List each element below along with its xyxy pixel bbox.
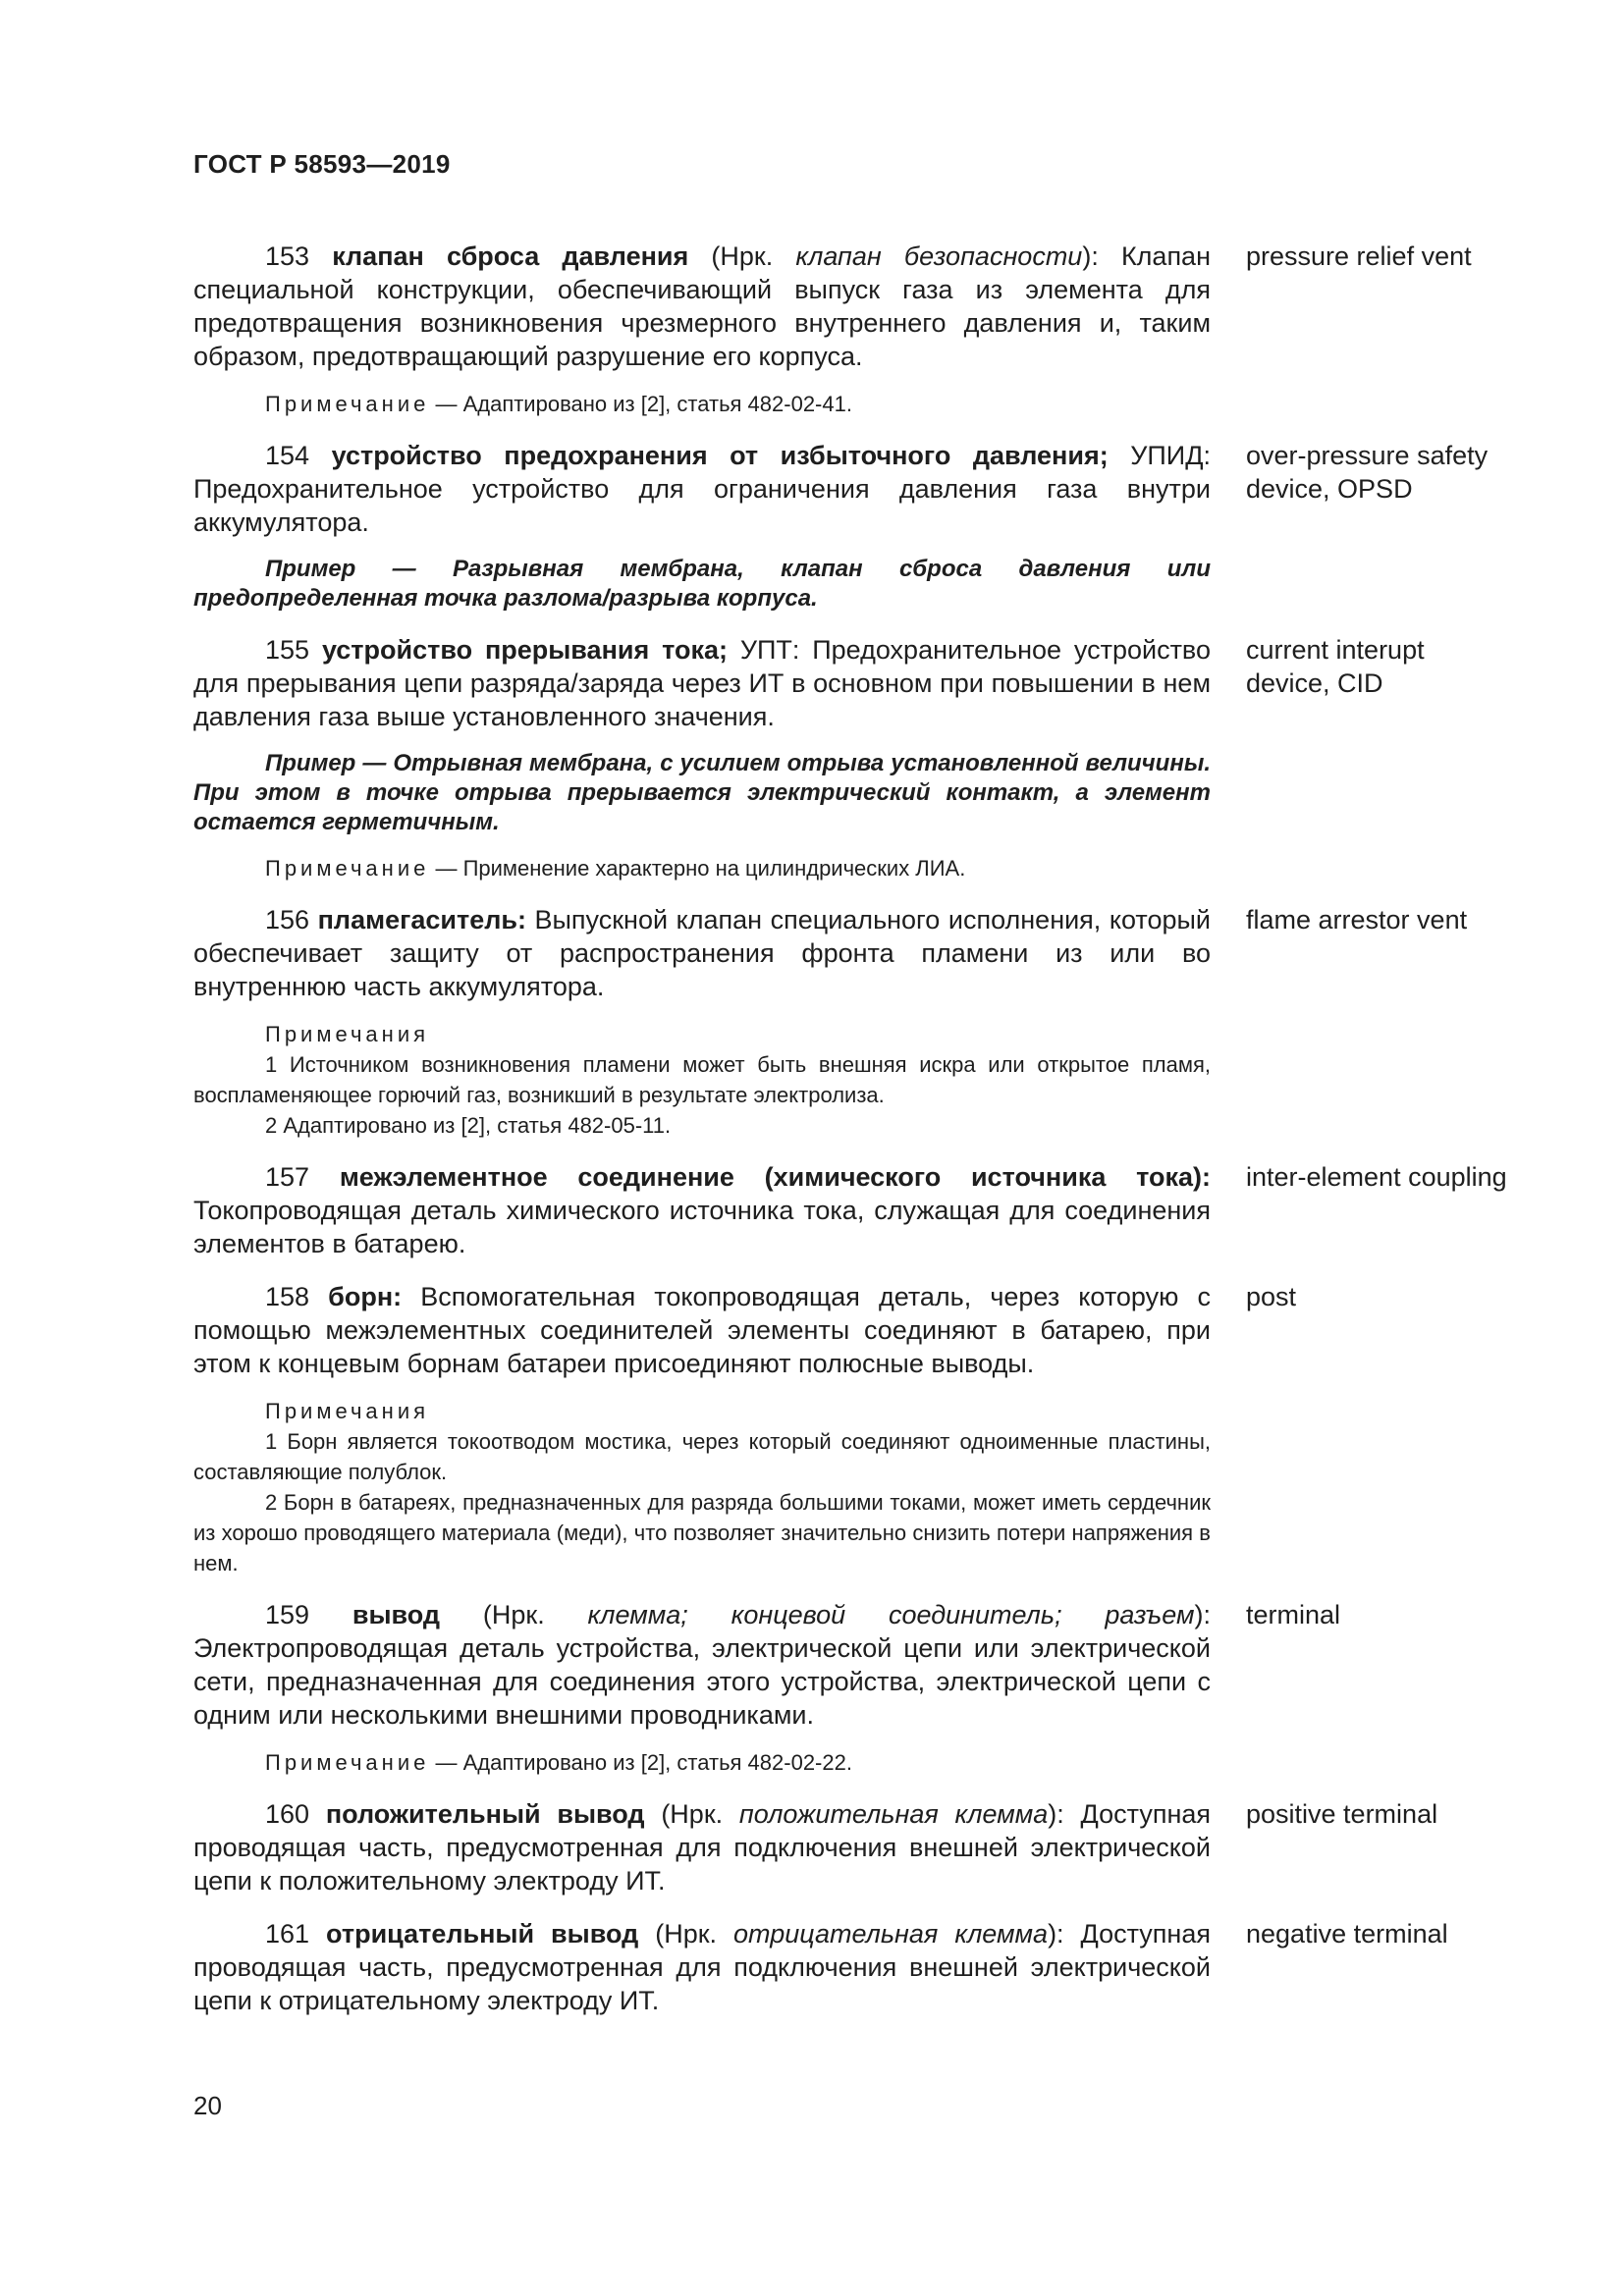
term-english: post bbox=[1246, 1282, 1297, 1311]
term-name: борн: bbox=[328, 1282, 403, 1311]
term-english: over-pressure safety device, OPSD bbox=[1246, 441, 1489, 504]
note-item: 2 Борн в батареях, предназначенных для разряда большими токами, может иметь сердечник из хорошо проводящего материала (меди), что позволяет значительно снизить потери напряжения в нем. bbox=[193, 1490, 1211, 1575]
term-list bbox=[193, 240, 1519, 2037]
term-name: клапан сброса давления bbox=[332, 241, 689, 271]
term-definition-text: Выпускной клапан специального исполнения, который обеспечивает защиту от распространения фронта пламени из или во внутреннюю часть аккумулятора. bbox=[193, 905, 1211, 1001]
note-text: — Применение характерно на цилиндрических ЛИА. bbox=[429, 856, 966, 881]
term-deprecated-synonym: клемма; концевой соединитель; разъем bbox=[587, 1600, 1195, 1629]
term-definition bbox=[193, 240, 1211, 373]
term-entry-157 bbox=[193, 1160, 1519, 1260]
term-example: Пример — Разрывная мембрана, клапан сброса давления или предопределенная точка разлома/разрыва корпуса. bbox=[193, 556, 1211, 612]
term-name: отрицательный вывод bbox=[326, 1919, 639, 1949]
term-entry-155 bbox=[193, 633, 1519, 883]
term-deprecated-synonym: отрицательная клемма bbox=[733, 1919, 1049, 1949]
term-definition-text: ): Электропроводящая деталь устройства, электрической цепи или электрической сети, предназначенная для соединения этого устройства, электрической цепи с одним или несколькими внешними проводниками. bbox=[193, 1600, 1211, 1730]
term-number: 153 bbox=[265, 241, 310, 271]
term-definition bbox=[193, 1598, 1211, 1732]
notes-label: Примечания bbox=[265, 1399, 430, 1423]
term-ru-column bbox=[193, 439, 1211, 614]
term-english: negative terminal bbox=[1246, 1919, 1448, 1949]
term-definition bbox=[193, 1280, 1211, 1380]
term-deprecated-prefix: (Нрк. bbox=[688, 241, 796, 271]
term-definition bbox=[193, 1917, 1211, 2017]
term-english: flame arrestor vent bbox=[1246, 905, 1468, 934]
term-number: 154 bbox=[265, 441, 310, 470]
term-english: current interupt device, CID bbox=[1246, 635, 1425, 698]
term-ru-column bbox=[193, 1917, 1211, 2017]
note-text: — Адаптировано из [2], статья 482-02-22. bbox=[429, 1750, 852, 1775]
note-item: 2 Адаптировано из [2], статья 482-05-11. bbox=[265, 1113, 672, 1138]
term-number: 160 bbox=[265, 1799, 310, 1829]
term-name: межэлементное соединение (химического источника тока): bbox=[339, 1162, 1211, 1192]
notes-label: Примечания bbox=[265, 1022, 430, 1046]
term-definition bbox=[193, 633, 1211, 733]
notes-label-line bbox=[193, 1396, 1211, 1426]
term-entry-161 bbox=[193, 1917, 1519, 2017]
term-english: inter-element coupling bbox=[1246, 1162, 1507, 1192]
term-example: Пример — Отрывная мембрана, с усилием отрыва установленной величины. При этом в точке отрыва прерывается электрический контакт, а элемент остается герметичным. bbox=[193, 750, 1211, 835]
note-label: Примечание bbox=[265, 392, 430, 416]
note-text: — Адаптировано из [2], статья 482-02-41. bbox=[429, 392, 852, 416]
page-number: 20 bbox=[193, 2091, 222, 2120]
term-deprecated-prefix: (Нрк. bbox=[644, 1799, 739, 1829]
document-header: ГОСТ Р 58593—2019 bbox=[193, 149, 451, 179]
term-definition-text: ): Доступная проводящая часть, предусмотренная для подключения внешней электрической цепи к отрицательному электроду ИТ. bbox=[193, 1919, 1211, 2015]
term-note-line bbox=[193, 389, 1211, 419]
term-notes bbox=[193, 1019, 1211, 1141]
term-number: 159 bbox=[265, 1600, 310, 1629]
term-ru-column bbox=[193, 903, 1211, 1141]
note-item: 1 Борн является токоотводом мостика, через который соединяют одноименные пластины, составляющие полублок. bbox=[193, 1429, 1211, 1484]
term-deprecated-synonym: клапан безопасности bbox=[795, 241, 1083, 271]
term-name: устройство предохранения от избыточного давления; bbox=[331, 441, 1109, 470]
term-english: positive terminal bbox=[1246, 1799, 1438, 1829]
term-deprecated-prefix: (Нрк. bbox=[440, 1600, 588, 1629]
term-definition-text: ): Доступная проводящая часть, предусмотренная для подключения внешней электрической цепи к положительному электроду ИТ. bbox=[193, 1799, 1211, 1896]
note-label: Примечание bbox=[265, 856, 430, 881]
notes-label-line bbox=[193, 1019, 1211, 1049]
term-note bbox=[193, 389, 1211, 419]
term-name: пламегаситель: bbox=[317, 905, 526, 934]
term-ru-column bbox=[193, 1598, 1211, 1778]
term-entry-160 bbox=[193, 1797, 1519, 1897]
term-number: 158 bbox=[265, 1282, 310, 1311]
term-note bbox=[193, 853, 1211, 883]
note-label: Примечание bbox=[265, 1750, 430, 1775]
term-note-line bbox=[193, 853, 1211, 883]
term-name: положительный вывод bbox=[325, 1799, 645, 1829]
term-entry-156 bbox=[193, 903, 1519, 1141]
term-definition bbox=[193, 903, 1211, 1003]
term-definition bbox=[193, 1160, 1211, 1260]
term-deprecated-synonym: положительная клемма bbox=[738, 1799, 1049, 1829]
term-number: 155 bbox=[265, 635, 310, 665]
term-definition-text: Вспомогательная токопроводящая деталь, через которую с помощью межэлементных соединителей элементы соединяют в батарею, при этом к концевым борнам батареи присоединяют полюсные выводы. bbox=[193, 1282, 1211, 1378]
term-name: устройство прерывания тока; bbox=[321, 635, 728, 665]
term-ru-column bbox=[193, 1280, 1211, 1578]
term-definition-text: УПИД: Предохранительное устройство для ограничения давления газа внутри аккумулятора. bbox=[193, 441, 1211, 537]
term-english: terminal bbox=[1246, 1600, 1341, 1629]
term-name: вывод bbox=[352, 1600, 441, 1629]
term-entry-154 bbox=[193, 439, 1519, 614]
term-note-line bbox=[193, 1747, 1211, 1778]
term-number: 161 bbox=[265, 1919, 310, 1949]
term-definition bbox=[193, 439, 1211, 539]
term-ru-column bbox=[193, 240, 1211, 419]
note-item: 1 Источником возникновения пламени может быть внешняя искра или открытое пламя, воспламеняющее горючий газ, возникший в результате электролиза. bbox=[193, 1052, 1211, 1107]
term-ru-column bbox=[193, 1160, 1211, 1260]
term-entry-159 bbox=[193, 1598, 1519, 1778]
term-entry-158 bbox=[193, 1280, 1519, 1578]
term-definition-text: ): Клапан специальной конструкции, обеспечивающий выпуск газа из элемента для предотвращения возникновения чрезмерного внутреннего давления и, таким образом, предотвращающий разрушение его корпуса. bbox=[193, 241, 1211, 371]
term-note bbox=[193, 1747, 1211, 1778]
term-definition bbox=[193, 1797, 1211, 1897]
term-english: pressure relief vent bbox=[1246, 241, 1472, 271]
term-definition-text: УПТ: Предохранительное устройство для прерывания цепи разряда/заряда через ИТ в основном при повышении в нем давления газа выше установленного значения. bbox=[193, 635, 1211, 731]
term-ru-column bbox=[193, 633, 1211, 883]
term-entry-153 bbox=[193, 240, 1519, 419]
term-definition-text: Токопроводящая деталь химического источника тока, служащая для соединения элементов в батарею. bbox=[193, 1196, 1211, 1258]
term-notes bbox=[193, 1396, 1211, 1578]
term-number: 156 bbox=[265, 905, 310, 934]
term-number: 157 bbox=[265, 1162, 310, 1192]
term-deprecated-prefix: (Нрк. bbox=[638, 1919, 734, 1949]
term-ru-column bbox=[193, 1797, 1211, 1897]
